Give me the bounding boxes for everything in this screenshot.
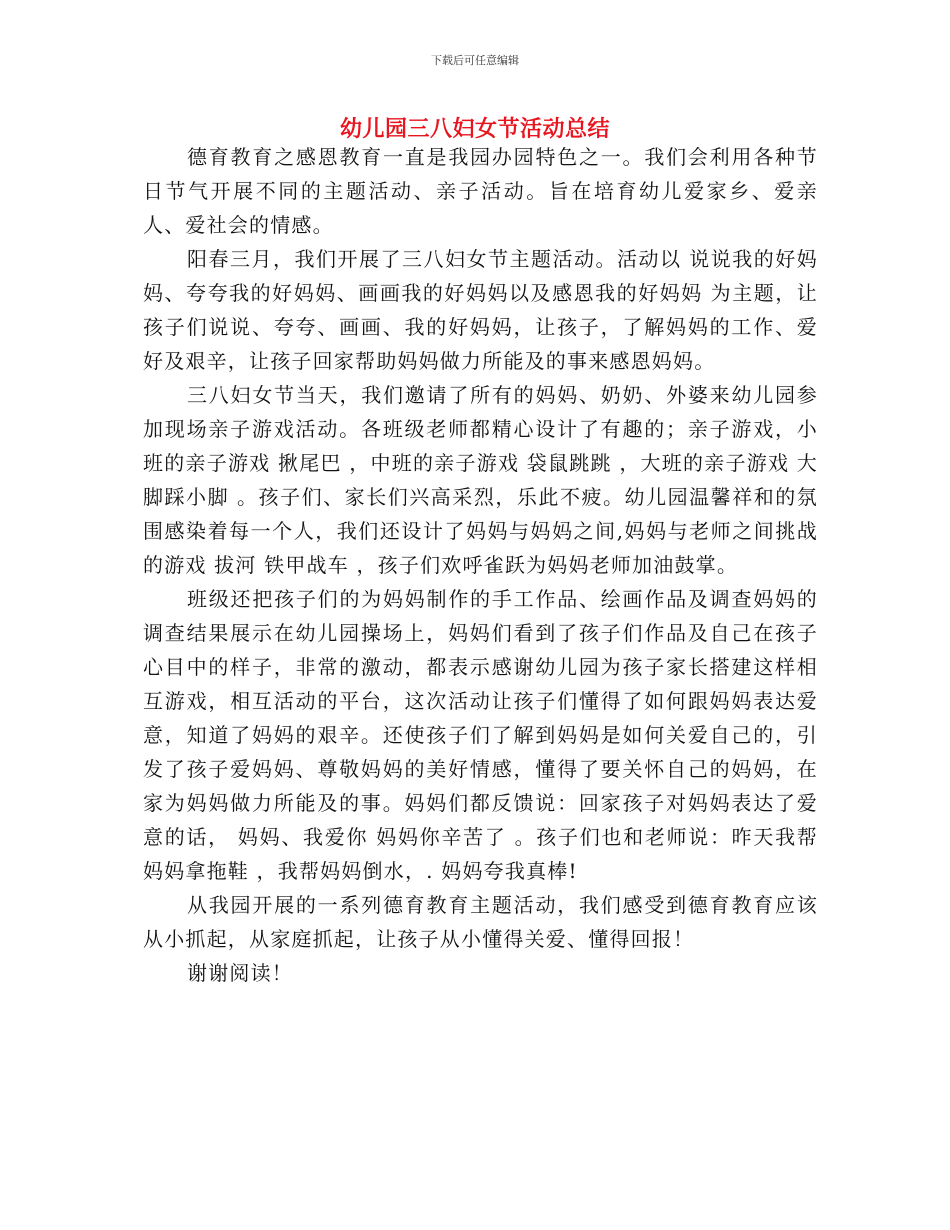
- paragraph: 三八妇女节当天，我们邀请了所有的妈妈、奶奶、外婆来幼儿园参加现场亲子游戏活动。各班级老师都精心设计了有趣的；亲子游戏，小班的亲子游戏 揪尾巴 ，中班的亲子游戏 袋鼠跳跳 ，大班的亲子游戏 大脚踩小脚 。孩子们、家长们兴高采烈，乐此不疲。幼儿园温馨祥和的氛围感染着每一个人，我们还设计了妈妈与妈妈之间,妈妈与老师之间挑战的游戏 拔河 铁甲战车 ，孩子们欢呼雀跃为妈妈老师加油鼓掌。: [143, 383, 818, 577]
- paragraph: 德育教育之感恩教育一直是我园办园特色之一。我们会利用各种节日节气开展不同的主题活动、亲子活动。旨在培育幼儿爱家乡、爱亲人、爱社会的情感。: [143, 145, 818, 237]
- paragraph-closing: 谢谢阅读！: [187, 961, 293, 985]
- document-title: 幼儿园三八妇女节活动总结: [339, 117, 610, 142]
- paragraph: 从我园开展的一系列德育教育主题活动，我们感受到德育教育应该从小抓起，从家庭抓起，让孩子从小懂得关爱、懂得回报！: [143, 893, 818, 951]
- paragraph: 阳春三月，我们开展了三八妇女节主题活动。活动以 说说我的好妈妈、夸夸我的好妈妈、画画我的好妈妈以及感恩我的好妈妈 为主题，让孩子们说说、夸夸、画画、我的好妈妈，让孩子，了解妈妈的工作、爱好及艰辛，让孩子回家帮助妈妈做力所能及的事来感恩妈妈。: [143, 247, 818, 373]
- header-note: 下载后可任意编辑: [431, 54, 519, 67]
- paragraph: 班级还把孩子们的为妈妈制作的手工作品、绘画作品及调查妈妈的调查结果展示在幼儿园操场上，妈妈们看到了孩子们作品及自己在孩子心目中的样子，非常的激动，都表示感谢幼儿园为孩子家长搭建这样相互游戏，相互活动的平台，这次活动让孩子们懂得了如何跟妈妈表达爱意，知道了妈妈的艰辛。还使孩子们了解到妈妈是如何关爱自己的，引发了孩子爱妈妈、尊敬妈妈的美好情感，懂得了要关怀自己的妈妈，在家为妈妈做力所能及的事。妈妈们都反馈说：回家孩子对妈妈表达了爱意的话， 妈妈、我爱你 妈妈你辛苦了 。孩子们也和老师说：昨天我帮妈妈拿拖鞋 ，我帮妈妈倒水，. 妈妈夸我真棒!: [143, 587, 818, 883]
- document-body: [143, 140, 818, 990]
